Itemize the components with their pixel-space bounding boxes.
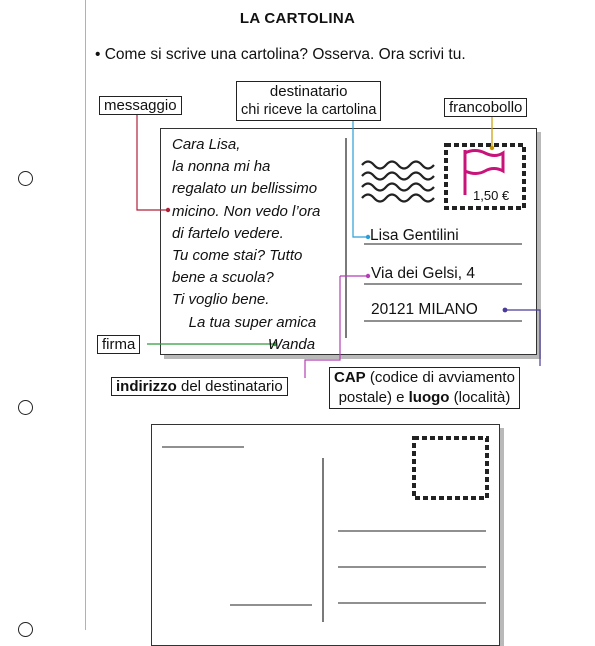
recipient-city: 20121 MILANO <box>371 301 478 318</box>
label-indirizzo: indirizzo del destinatario <box>111 377 288 396</box>
recipient-name: Lisa Gentilini <box>370 227 459 244</box>
page-title: LA CARTOLINA <box>239 10 356 27</box>
postmark-icon <box>362 162 434 202</box>
label-firma: firma <box>97 335 140 354</box>
instruction: • Come si scrive una cartolina? Osserva. Ora scrivi tu. <box>95 46 466 63</box>
label-francobollo: francobollo <box>444 98 527 117</box>
stamp-value: 1,50 € <box>473 188 510 203</box>
label-destinatario: destinatario chi riceve la cartolina <box>236 81 381 121</box>
postcard-message: Cara Lisa, la nonna mi ha regalato un bellissimo micino. Non vedo l’ora di fartelo vedere. Tu come stai? Tutto bene a scuola? Ti voglio bene. La tua super amica Wanda <box>172 136 321 353</box>
recipient-street: Via dei Gelsi, 4 <box>371 265 475 282</box>
label-cap-luogo: CAP (codice di avviamento postale) e luogo (località) <box>329 367 520 409</box>
blank-stamp-icon <box>414 438 487 498</box>
label-messaggio: messaggio <box>99 96 182 115</box>
